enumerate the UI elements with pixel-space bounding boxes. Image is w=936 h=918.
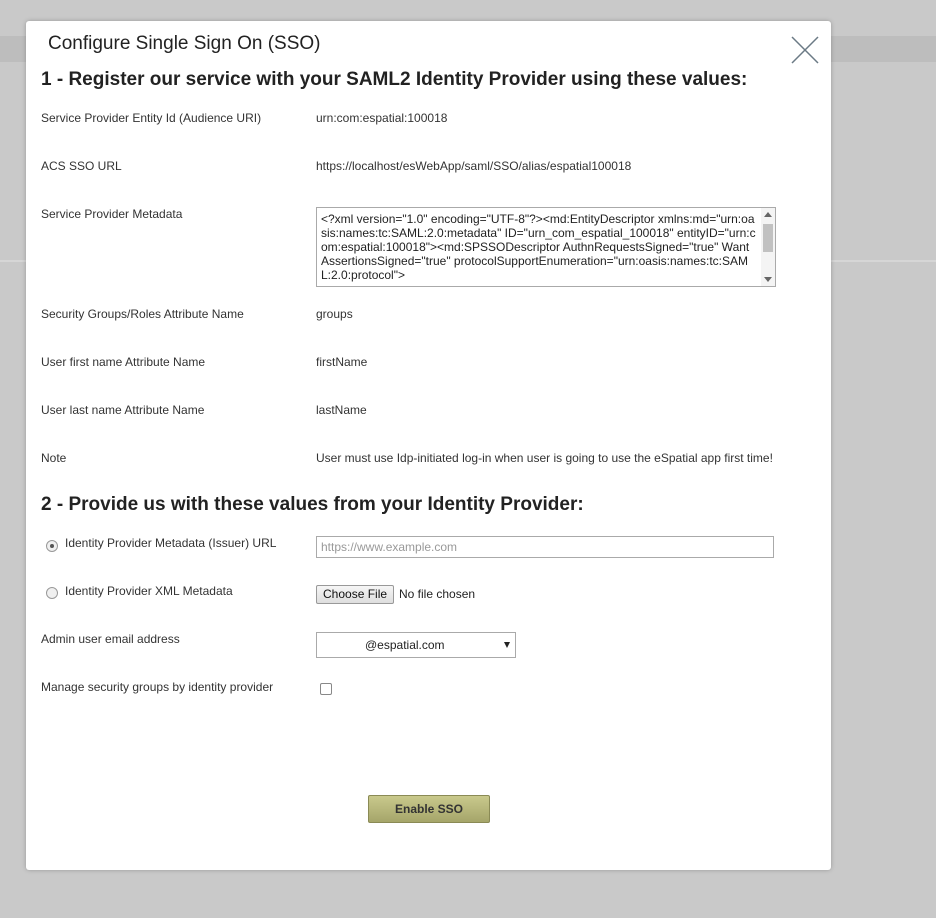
first-name-attr-value: firstName bbox=[316, 355, 368, 369]
sp-metadata-label: Service Provider Metadata bbox=[41, 207, 183, 221]
last-name-attr-label: User last name Attribute Name bbox=[41, 403, 205, 417]
dialog-title: Configure Single Sign On (SSO) bbox=[48, 33, 321, 54]
metadata-url-label: Identity Provider Metadata (Issuer) URL bbox=[65, 536, 277, 550]
sp-metadata-text: <?xml version="1.0" encoding="UTF-8"?><md:EntityDescriptor xmlns:md="urn:oasis:names:tc:SAML:2.0:metadata" ID="urn_com_espatial_100018" entityID="urn:com:espatial:100018"><md:SPSSODescriptor AuthnRequestsSigned="true" WantAssertionsSigned="true" protocolSupportEnumeration="urn:oasis:names:tc:SAML:2.0:protocol"> bbox=[321, 212, 756, 282]
manage-groups-label: Manage security groups by identity provider bbox=[41, 680, 274, 694]
metadata-url-radio[interactable] bbox=[46, 540, 58, 552]
choose-file-button[interactable]: Choose File bbox=[316, 585, 394, 604]
admin-email-selected: @espatial.com bbox=[365, 638, 445, 652]
groups-attr-label: Security Groups/Roles Attribute Name bbox=[41, 307, 244, 321]
section1-heading: 1 - Register our service with your SAML2 Identity Provider using these values: bbox=[41, 69, 748, 90]
close-icon[interactable] bbox=[790, 35, 820, 65]
enable-sso-button[interactable]: Enable SSO bbox=[368, 795, 490, 823]
metadata-url-input[interactable] bbox=[316, 536, 774, 558]
file-status-text: No file chosen bbox=[399, 587, 476, 601]
section2-heading: 2 - Provide us with these values from your Identity Provider: bbox=[41, 494, 584, 515]
chevron-down-icon bbox=[504, 642, 510, 648]
manage-groups-checkbox[interactable] bbox=[320, 683, 332, 695]
note-value: User must use Idp-initiated log-in when user is going to use the eSpatial app first time! bbox=[316, 451, 773, 465]
note-label: Note bbox=[41, 451, 67, 465]
admin-email-select[interactable] bbox=[316, 632, 516, 658]
groups-attr-value: groups bbox=[316, 307, 353, 321]
scroll-up-icon[interactable] bbox=[764, 212, 772, 217]
sso-dialog bbox=[26, 21, 831, 870]
entity-id-label: Service Provider Entity Id (Audience URI) bbox=[41, 111, 262, 125]
acs-url-value: https://localhost/esWebApp/saml/SSO/alias/espatial100018 bbox=[316, 159, 632, 173]
acs-url-label: ACS SSO URL bbox=[41, 159, 122, 173]
scroll-down-icon[interactable] bbox=[764, 277, 772, 282]
last-name-attr-value: lastName bbox=[316, 403, 367, 417]
sp-metadata-textarea[interactable] bbox=[316, 207, 776, 287]
admin-email-label: Admin user email address bbox=[41, 632, 180, 646]
xml-metadata-label: Identity Provider XML Metadata bbox=[65, 584, 233, 598]
xml-metadata-radio[interactable] bbox=[46, 587, 58, 599]
entity-id-value: urn:com:espatial:100018 bbox=[316, 111, 448, 125]
metadata-scrollbar[interactable] bbox=[761, 208, 775, 286]
first-name-attr-label: User first name Attribute Name bbox=[41, 355, 206, 369]
scroll-thumb[interactable] bbox=[763, 224, 773, 252]
